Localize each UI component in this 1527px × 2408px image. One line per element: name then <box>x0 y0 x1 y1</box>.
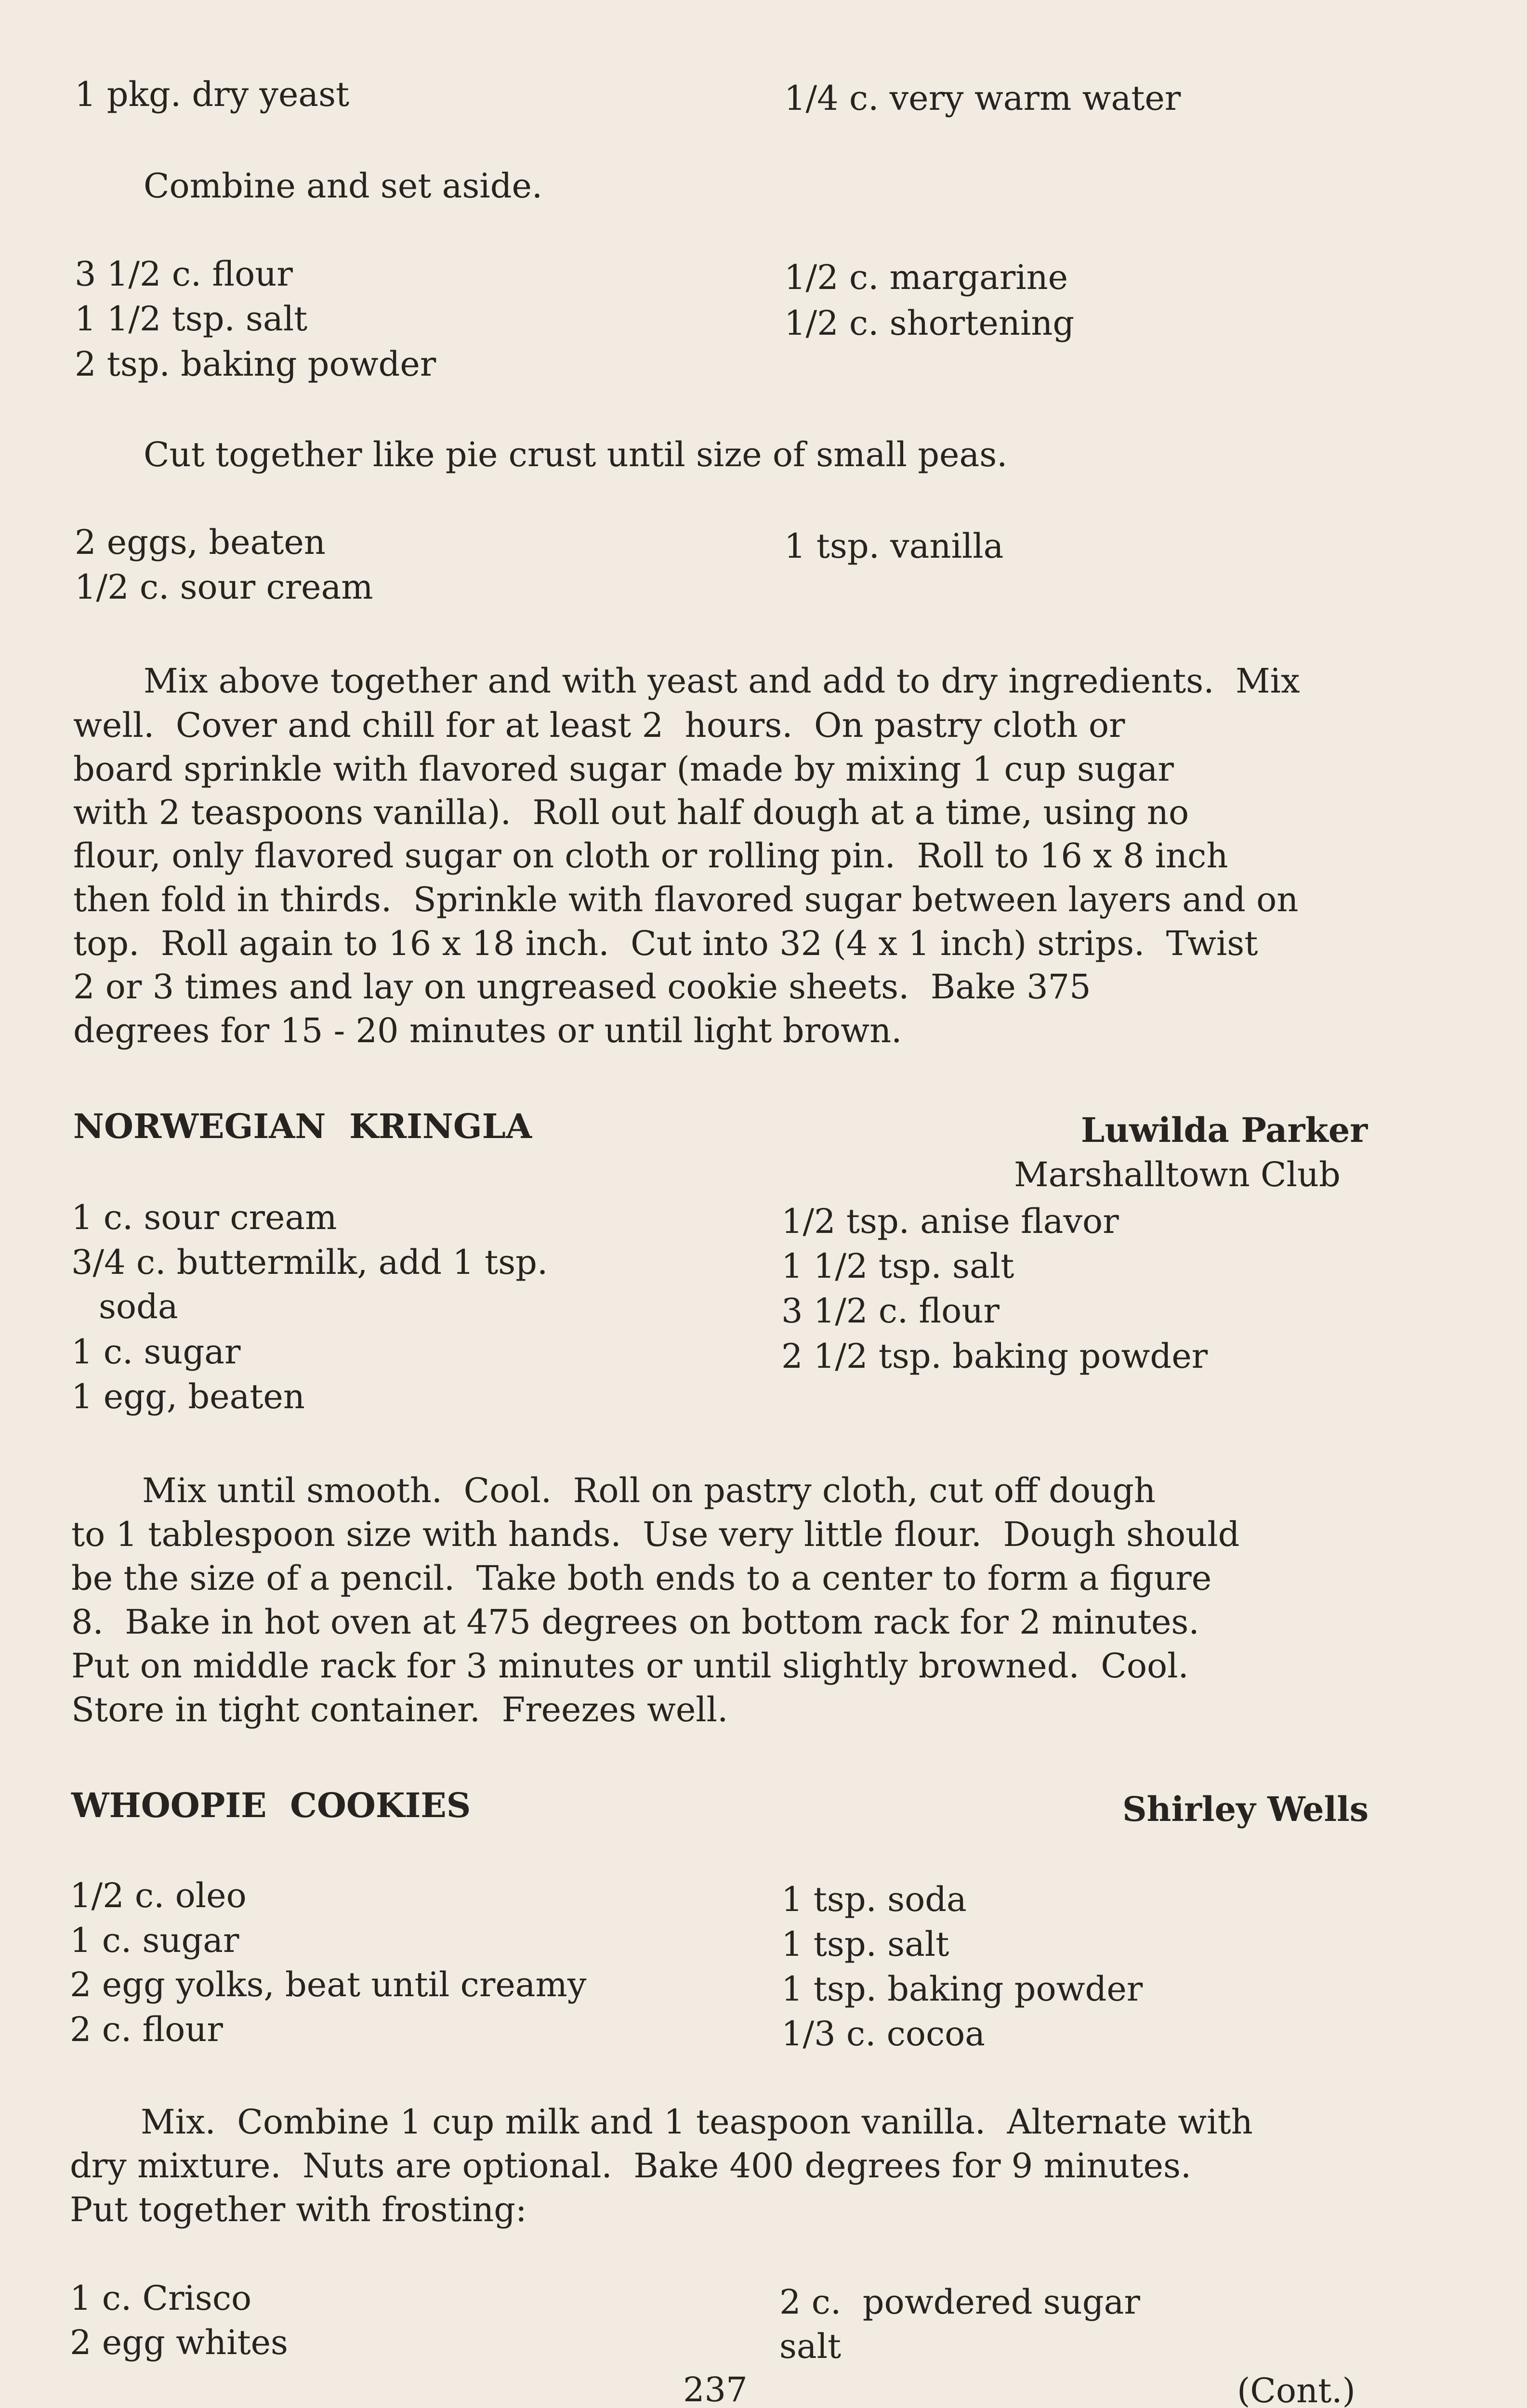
ingredient-line: soda <box>99 1287 178 1326</box>
direction-line: with 2 teaspoons vanilla). Roll out half dough at a time, using no <box>73 793 1189 832</box>
step-text: Cut together like pie crust until size of small peas. <box>144 435 1008 474</box>
ingredient-line: 1 egg, beaten <box>71 1377 305 1416</box>
ingredient-line: 3 1/2 c. flour <box>75 254 293 294</box>
recipe-author: Shirley Wells <box>1122 1789 1369 1829</box>
direction-line: then fold in thirds. Sprinkle with flavored sugar between layers and on <box>73 880 1299 919</box>
direction-line: 8. Bake in hot oven at 475 degrees on bottom rack for 2 minutes. <box>71 1602 1199 1642</box>
direction-line: Store in tight container. Freezes well. <box>71 1690 728 1729</box>
ingredient-line: 1 tsp. soda <box>781 1880 967 1919</box>
recipe-author: Luwilda Parker <box>1081 1110 1368 1150</box>
ingredient-line: 2 eggs, beaten <box>75 523 326 562</box>
direction-line: 2 or 3 times and lay on ungreased cookie sheets. Bake 375 <box>73 967 1091 1007</box>
ingredient-line: 1 c. sour cream <box>71 1198 337 1237</box>
ingredient-line: 1/2 c. shortening <box>784 303 1075 343</box>
page-number: 237 <box>683 2370 748 2408</box>
ingredient-line: 1 pkg. dry yeast <box>75 75 350 114</box>
direction-line: Mix. Combine 1 cup milk and 1 teaspoon vanilla. Alternate with <box>141 2102 1253 2142</box>
ingredient-line: 1/2 c. sour cream <box>75 567 373 607</box>
ingredient-line: 1 tsp. salt <box>781 1924 949 1964</box>
ingredient-line: 1 c. sugar <box>71 1332 241 1372</box>
ingredient-line: 1/4 c. very warm water <box>784 79 1181 118</box>
ingredient-line: 2 c. flour <box>70 2010 223 2049</box>
recipe-title: NORWEGIAN KRINGLA <box>73 1106 532 1146</box>
recipe-title: WHOOPIE COOKIES <box>71 1785 471 1825</box>
direction-line: Mix above together and with yeast and add to dry ingredients. Mix <box>144 661 1300 701</box>
direction-line: Put together with frosting: <box>70 2190 527 2229</box>
direction-line: board sprinkle with flavored sugar (made by mixing 1 cup sugar <box>73 749 1174 789</box>
ingredient-line: 3/4 c. buttermilk, add 1 tsp. <box>71 1243 548 1282</box>
ingredient-line: salt <box>779 2327 842 2366</box>
ingredient-line: 2 tsp. baking powder <box>75 344 436 384</box>
ingredient-line: 1 c. Crisco <box>70 2278 252 2318</box>
direction-line: flour, only flavored sugar on cloth or rolling pin. Roll to 16 x 8 inch <box>73 836 1228 876</box>
ingredient-line: 1 tsp. baking powder <box>781 1969 1143 2009</box>
direction-line: dry mixture. Nuts are optional. Bake 400 degrees for 9 minutes. <box>70 2146 1192 2186</box>
ingredient-line: 1/2 c. oleo <box>70 1876 247 1915</box>
direction-line: top. Roll again to 16 x 18 inch. Cut into 32 (4 x 1 inch) strips. Twist <box>73 924 1258 963</box>
direction-line: degrees for 15 - 20 minutes or until light brown. <box>73 1011 902 1050</box>
ingredient-line: 1/2 c. margarine <box>784 258 1068 297</box>
ingredient-line: 1/2 tsp. anise flavor <box>781 1202 1119 1241</box>
ingredient-line: 2 c. powdered sugar <box>779 2282 1140 2322</box>
ingredient-line: 2 1/2 tsp. baking powder <box>781 1336 1208 1376</box>
step-text: Combine and set aside. <box>144 166 543 206</box>
ingredient-line: 1 1/2 tsp. salt <box>75 299 308 339</box>
direction-line: to 1 tablespoon size with hands. Use very little flour. Dough should <box>71 1515 1240 1554</box>
recipe-club: Marshalltown Club <box>1014 1155 1341 1194</box>
ingredient-line: 1/3 c. cocoa <box>781 2014 986 2054</box>
ingredient-line: 2 egg yolks, beat until creamy <box>70 1965 587 2004</box>
direction-line: Mix until smooth. Cool. Roll on pastry cloth, cut off dough <box>142 1471 1156 1510</box>
direction-line: well. Cover and chill for at least 2 hours. On pastry cloth or <box>73 706 1125 745</box>
direction-line: Put on middle rack for 3 minutes or until slightly browned. Cool. <box>71 1646 1189 1686</box>
ingredient-line: 1 tsp. vanilla <box>784 526 1004 566</box>
ingredient-line: 2 egg whites <box>70 2323 288 2362</box>
ingredient-line: 3 1/2 c. flour <box>781 1291 1000 1331</box>
ingredient-line: 1 c. sugar <box>70 1921 239 1960</box>
ingredient-line: 1 1/2 tsp. salt <box>781 1246 1014 1286</box>
continued-note: (Cont.) <box>1237 2371 1356 2408</box>
direction-line: be the size of a pencil. Take both ends to a center to form a figure <box>71 1558 1212 1598</box>
